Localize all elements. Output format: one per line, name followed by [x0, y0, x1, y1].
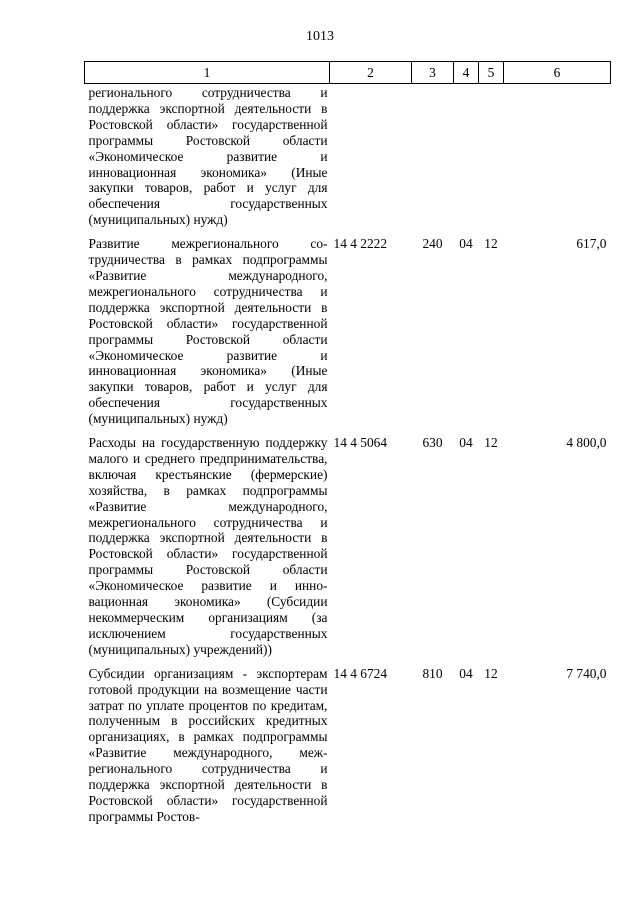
- table-header: [85, 62, 611, 84]
- row-target-code: 14 4 2222: [333, 236, 388, 252]
- row-target-code: 14 4 5064: [333, 435, 388, 451]
- row-expense-type: 810: [422, 665, 443, 681]
- row-amount: 4 800,0: [566, 435, 607, 451]
- row-description: Субсидии организациям - экспортерам готовой продукции на возмещение части затрат по уплате процентов по кредитам, полученным в российских кредитных организациях, в рамках подпрограммы «Развитие международного, межрегионального сотрудничества и поддержка экспортной деятельности в Ростовской области» государственной программы Ростов-: [88, 665, 328, 824]
- row-subsection: 12: [484, 435, 498, 451]
- table-row-continuation: [85, 84, 611, 229]
- header-col-3: 3: [412, 62, 454, 84]
- header-col-4: 4: [454, 62, 479, 84]
- row-section: 04: [459, 236, 473, 252]
- table-row: [85, 427, 611, 658]
- header-col-6: 6: [504, 62, 611, 84]
- row-description: Расходы на государственную поддержку малого и среднего предпринимательства, включая крестьянские (фермерские) хозяйства, в рамках подпрограммы «Развитие международного, межрегионального сотрудничества и поддержка экспортной деятельности в Ростовской области» государственной программы Ростовской области «Экономическое развитие и инновационная экономика» (Субсидии некоммерческим организациям (за исключением государственных (муниципальных) учреждений)): [88, 435, 328, 657]
- row-section: 04: [459, 435, 473, 451]
- row-amount: 617,0: [576, 236, 607, 252]
- header-col-5: 5: [479, 62, 504, 84]
- header-col-1: 1: [85, 62, 330, 84]
- continuation-description: регионального сотрудничества и поддержка экспортной деятельности в Ростовской области» государственной программы Ростовской области «Экономическое развитие и инновационная экономика» (Иные закупки товаров, работ и услуг для обеспечения государственных (муниципальных) нужд): [88, 85, 328, 228]
- row-section: 04: [459, 665, 473, 681]
- row-target-code: 14 4 6724: [333, 665, 388, 681]
- row-expense-type: 630: [422, 435, 443, 451]
- table-row: [85, 658, 611, 825]
- row-subsection: 12: [484, 665, 498, 681]
- budget-table: [84, 61, 611, 825]
- row-amount: 7 740,0: [566, 665, 607, 681]
- page-number: 1013: [306, 29, 334, 44]
- row-description: Развитие межрегионального сотрудничества в рамках подпрограммы «Развитие международного, межрегионального сотрудничества и поддержка экспортной деятельности в Ростовской области» государственной программы Ростовской области «Экономическое развитие и инновационная экономика» (Иные закупки товаров, работ и услуг для обеспечения государственных (муниципальных) нужд): [88, 236, 328, 427]
- table-row: [85, 228, 611, 427]
- header-col-2: 2: [330, 62, 412, 84]
- row-subsection: 12: [484, 236, 498, 252]
- row-expense-type: 240: [422, 236, 443, 252]
